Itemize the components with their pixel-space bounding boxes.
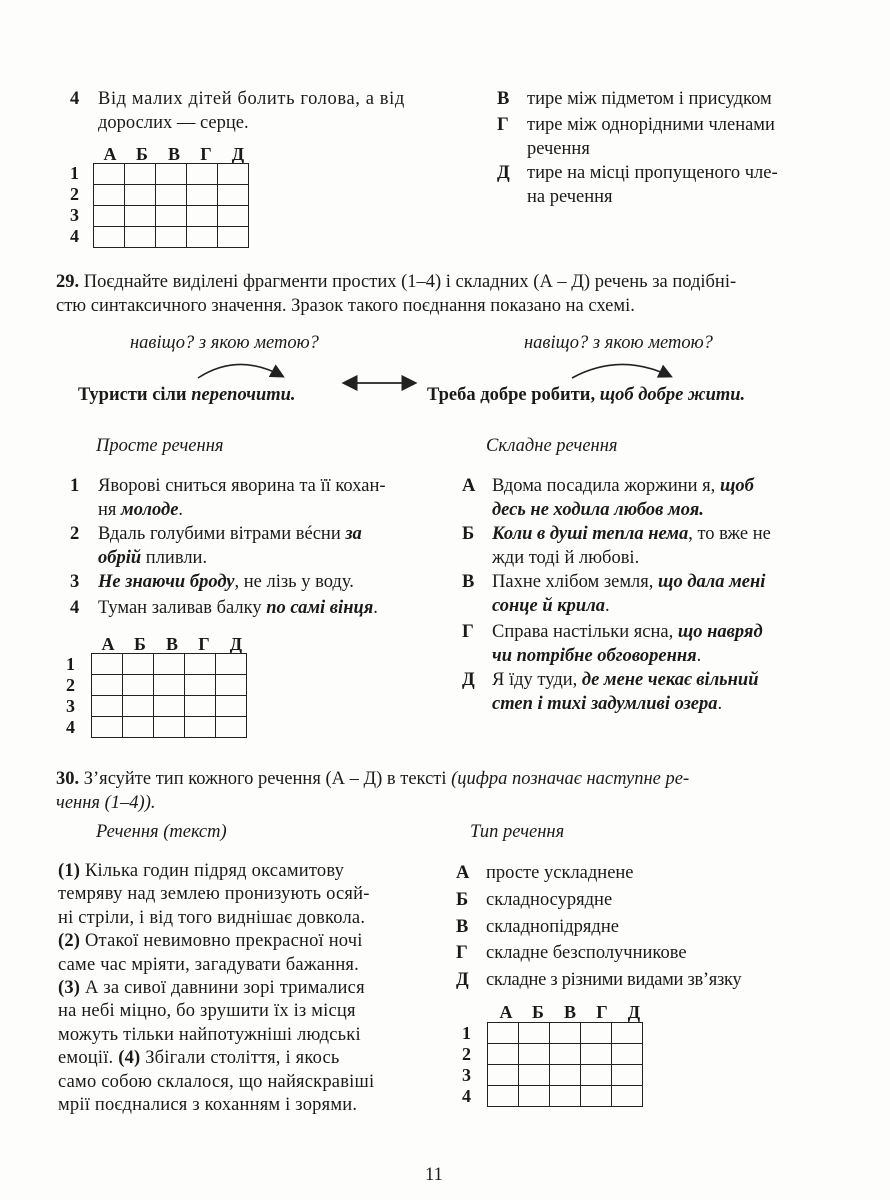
passage-line: емоції. (4) Збігали століття, і якось <box>58 1048 340 1069</box>
type-option-g: Г складне безсполучникове <box>456 943 687 964</box>
simple-sentence-3: 3 Не знаючи броду, не лізь у воду. <box>70 572 354 592</box>
option-letter: В <box>497 89 510 109</box>
item-text-line2: дорослих — серце. <box>98 113 249 133</box>
question-number: 29. <box>56 272 80 292</box>
option-text: тире між підметом і присудком <box>527 89 772 109</box>
passage-text <box>58 860 421 1117</box>
grid-row-labels: 1 2 3 4 <box>70 163 79 246</box>
simple-sentence-1: 1 Яворові сниться яворина та її кохан- ня молоде. <box>70 476 386 520</box>
passage-line: (3) А за сивої давнини зорі трималися <box>58 978 365 999</box>
grid-header: А Б В Г Д <box>499 1002 641 1022</box>
complex-sentence-v: В Пахне хлібом земля, що дала мені сонце й крила. <box>462 572 766 616</box>
answer-grid <box>66 632 256 742</box>
complex-sentence-d: Д Я їду туди, де мене чекає вільний степ і тихі задумливі озера. <box>462 670 759 714</box>
complex-sentence-b: Б Коли в душі тепла нема, то вже не жди тоді й любові. <box>462 524 771 568</box>
q29-prompt: 29. Поєднайте виділені фрагменти простих (1–4) і складних (А – Д) речень за подібні- стю синтаксичного значення. Зразок такого поєднання показано на схемі. <box>56 272 737 316</box>
passage-line: темряву над землею пронизують осяй- <box>58 884 370 905</box>
grid-cells[interactable] <box>91 653 247 738</box>
complex-sentence-a: А Вдома посадила жоржини я, щоб десь не ходила любов моя. <box>462 476 754 520</box>
option-text-cont: речення <box>527 139 590 159</box>
passage-line: на небі міцно, бо зрушити їх із місця <box>58 1001 356 1022</box>
answer-grid <box>462 1000 652 1110</box>
scheme-question-right: навіщо? з якою метою? <box>524 333 713 353</box>
passage-line: можуть тільки найпотужніші людські <box>58 1024 361 1045</box>
type-option-v: В складнопідрядне <box>456 916 619 937</box>
type-column-title: Тип речення <box>470 822 565 842</box>
passage-line: само собою склалося, що найяскравіші <box>58 1071 375 1092</box>
question-number: 30. <box>56 769 80 789</box>
item-text-line1: Від малих дітей болить голова, а від <box>98 89 405 109</box>
passage-line: ні стріли, і від того виднішає довкола. <box>58 907 366 928</box>
page-number: 11 <box>425 1165 443 1185</box>
type-option-d: Д складне з різними видами зв’язку <box>456 970 742 991</box>
passage-line: (1) Кілька годин підряд оксамитову <box>58 861 345 881</box>
q30-prompt: 30. З’ясуйте тип кожного речення (А – Д) в тексті (цифра позначає наступне ре- чення (1–4)). <box>56 769 690 813</box>
passage-line: саме час мріяти, загадувати бажання. <box>58 954 359 975</box>
item-number: 4 <box>70 89 80 109</box>
text-column-title: Речення (текст) <box>96 822 227 842</box>
scheme-question-left: навіщо? з якою метою? <box>130 333 319 353</box>
sentence-type-list <box>456 860 816 994</box>
type-option-b: Б складносурядне <box>456 889 613 910</box>
scheme-example-right: Треба добре робити, щоб добре жити. <box>427 385 746 405</box>
option-text: тире між однорідними членами <box>527 115 775 135</box>
passage-line: (2) Отакої невимовно прекрасної ночі <box>58 931 363 952</box>
simple-sentence-4: 4 Туман заливав балку по самі вінця. <box>70 598 378 618</box>
grid-row-labels: 1 2 3 4 <box>66 654 75 737</box>
grid-header: А Б В Г Д <box>103 144 245 164</box>
grid-header: А Б В Г Д <box>101 634 243 654</box>
grid-row-labels: 1 2 3 4 <box>462 1023 471 1106</box>
complex-sentence-column-title: Складне речення <box>486 436 618 456</box>
complex-sentence-g: Г Справа настільки ясна, що навряд чи потрібне обговорення. <box>462 622 763 666</box>
option-text-cont: на речення <box>527 187 613 207</box>
type-option-a: А просте ускладнене <box>456 863 634 883</box>
option-text: тире на місці пропущеного чле- <box>527 163 778 183</box>
option-letter: Д <box>497 163 510 183</box>
option-letter: Г <box>497 115 509 135</box>
scheme-arrows <box>0 0 890 420</box>
scheme-example-left: Туристи сіли перепочити. <box>78 385 296 405</box>
simple-sentence-column-title: Просте речення <box>96 436 224 456</box>
simple-sentence-2: 2 Вдаль голубими вітрами вéсни за обрій пливли. <box>70 524 362 568</box>
passage-line: мрії поєдналися з коханням і зорями. <box>58 1095 358 1116</box>
grid-cells[interactable] <box>487 1022 643 1107</box>
